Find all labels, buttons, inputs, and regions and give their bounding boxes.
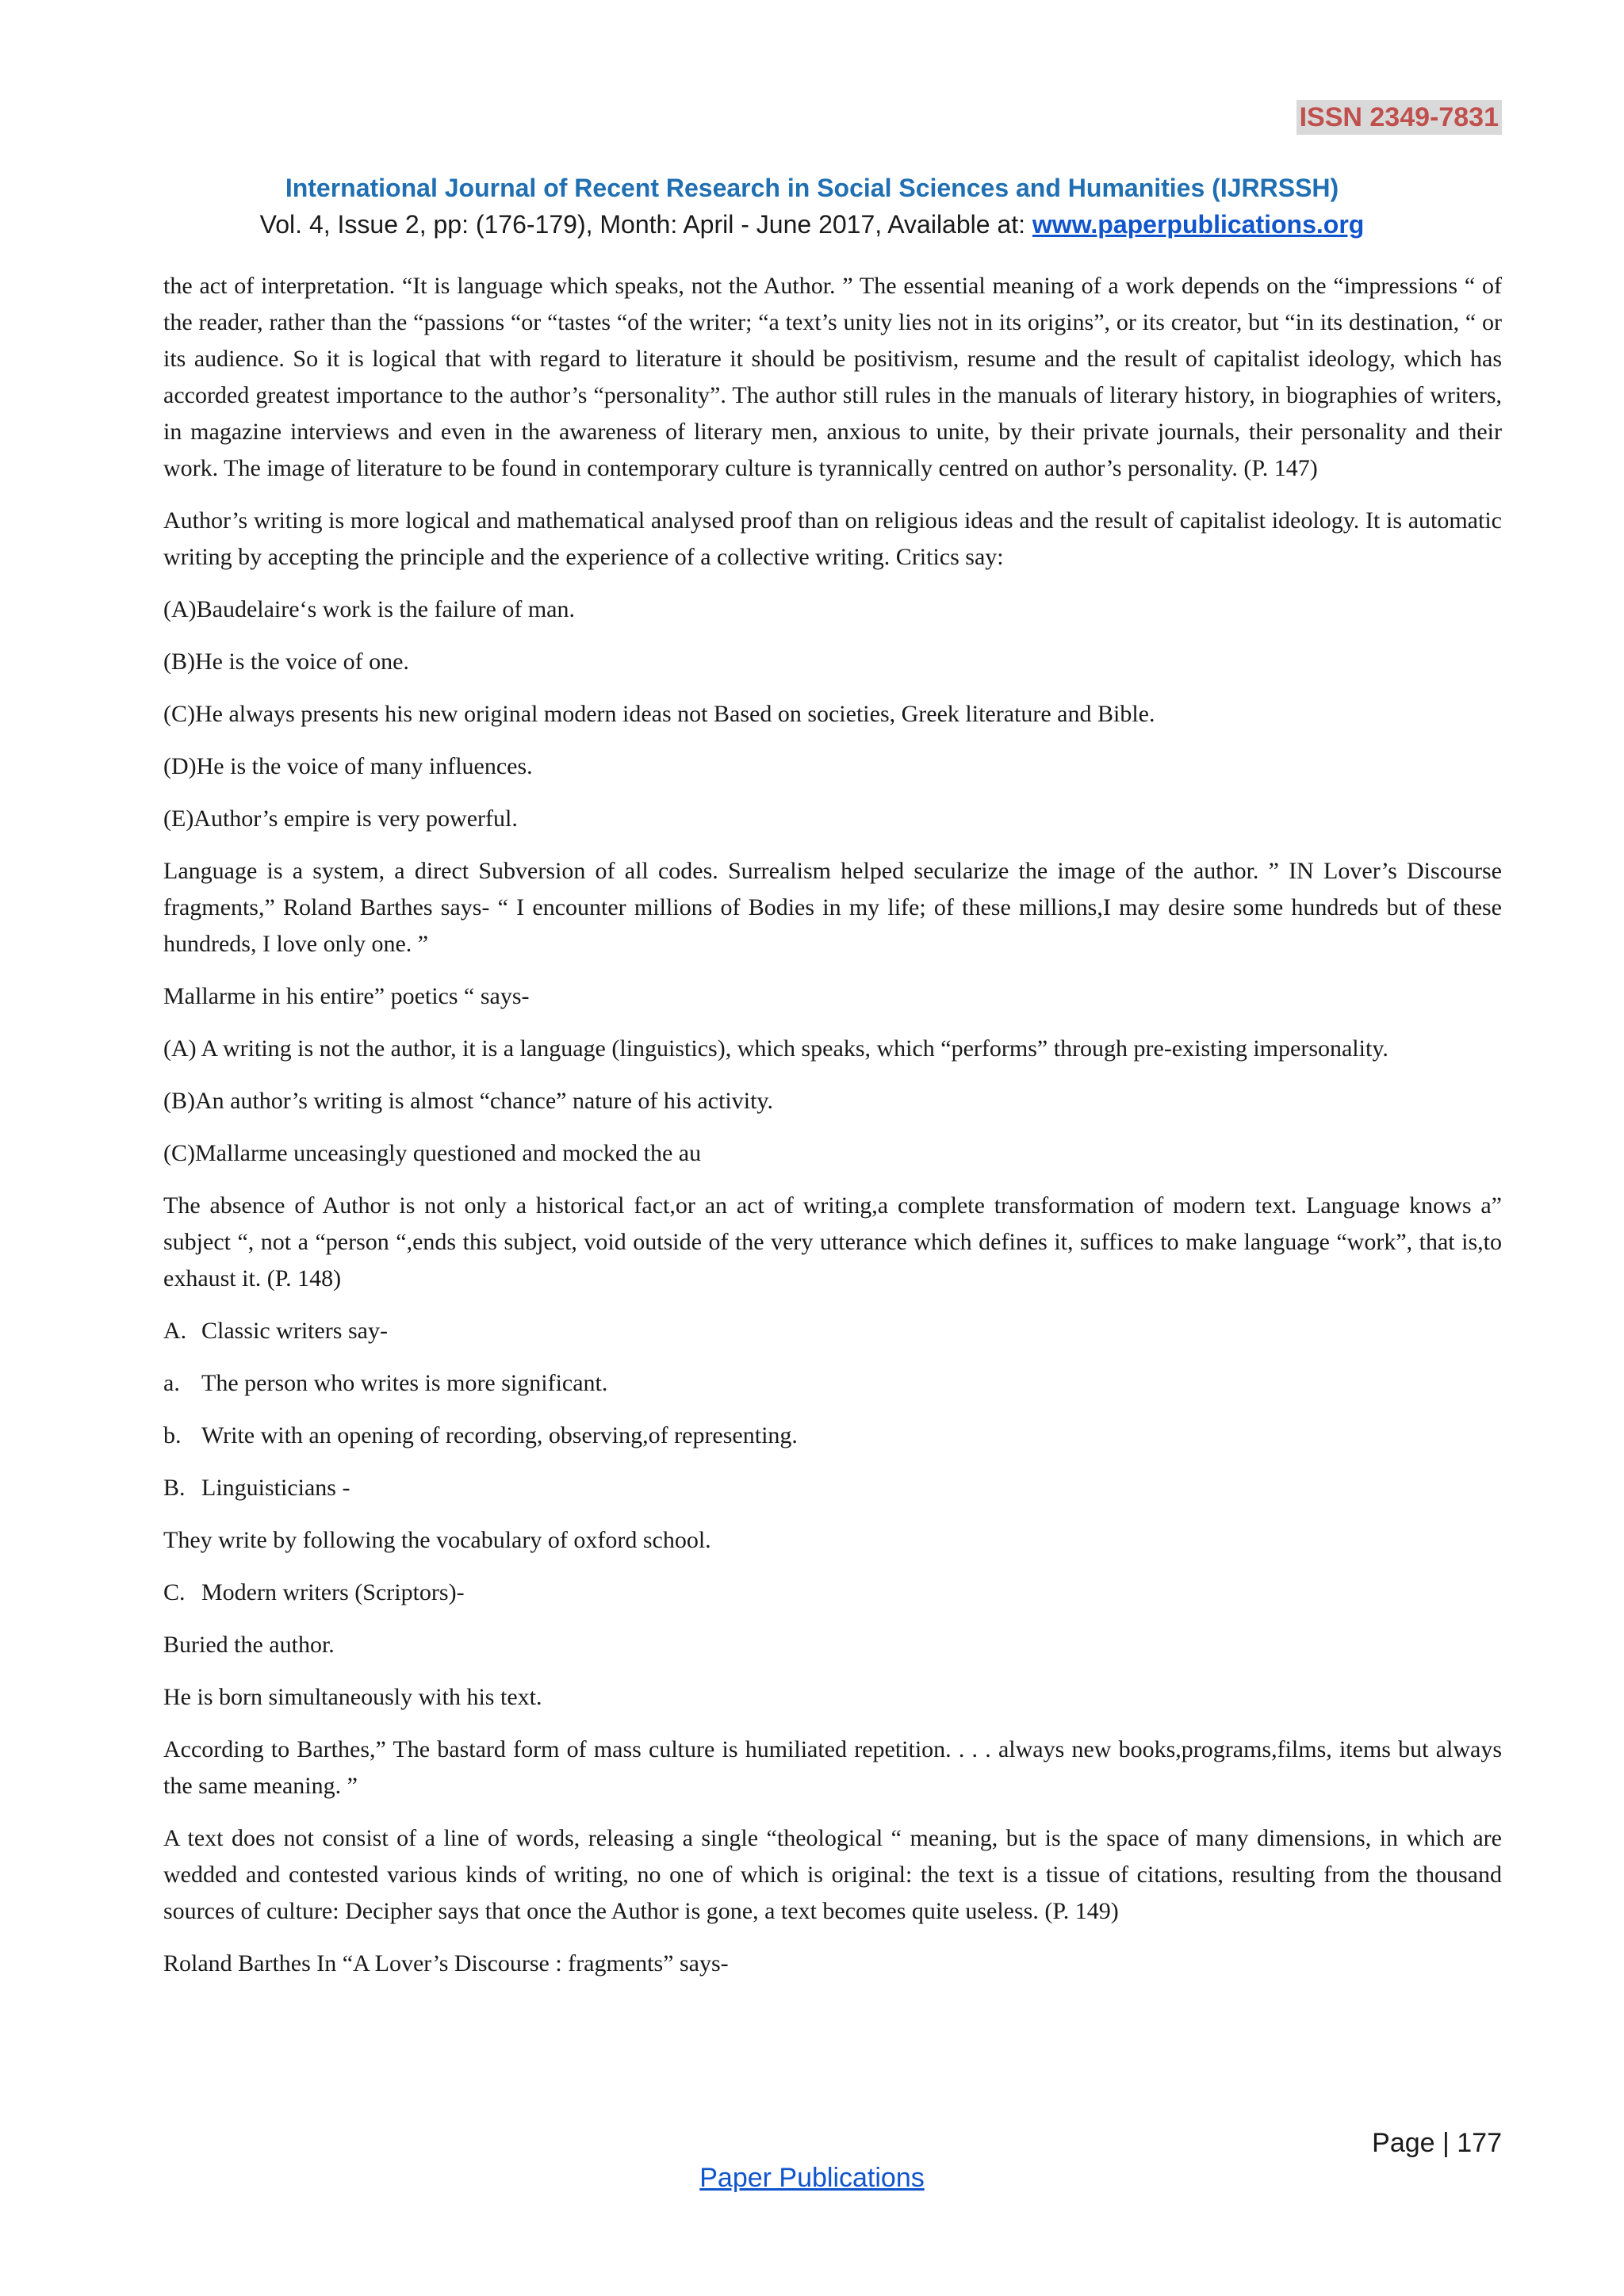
list-label: Classic writers say- bbox=[201, 1318, 388, 1344]
paragraph-barthes-mass-culture: According to Barthes,” The bastard form of mass culture is humiliated repetition. . . . always new books,programs,films, items but always the same meaning. ” bbox=[163, 1736, 1502, 1799]
journal-title: International Journal of Recent Research in Social Sciences and Humanities (IJRRSSH) bbox=[285, 174, 1339, 202]
classic-writers-heading bbox=[163, 1313, 1502, 1349]
journal-info-text: Vol. 4, Issue 2, pp: (176-179), Month: April - June 2017, Available at: bbox=[259, 210, 1032, 239]
journal-header bbox=[0, 170, 1624, 243]
mallarme-item-b: (B)An author’s writing is almost “chance” nature of his activity. bbox=[163, 1088, 773, 1114]
list-marker: C. bbox=[163, 1579, 186, 1605]
modern-line-2: He is born simultaneously with his text. bbox=[163, 1684, 542, 1710]
page-number: Page | 177 bbox=[1372, 2128, 1502, 2158]
paragraph-lovers-discourse: Roland Barthes In “A Lover’s Discourse : fragments” says- bbox=[163, 1950, 729, 1976]
paragraph-language-system: Language is a system, a direct Subversion of all codes. Surrealism helped secularize the image of the author. ” IN Lover’s Discourse fragments,” Roland Barthes says- “ I encounter millions of Bodies in my life; of these millions,I may desire some hundreds but of these hundreds, I love only one. ” bbox=[163, 858, 1502, 957]
critic-item-b: (B)He is the voice of one. bbox=[163, 649, 409, 675]
classic-item-b bbox=[163, 1418, 1502, 1454]
list-marker: A. bbox=[163, 1318, 187, 1344]
critic-item-a: (A)Baudelaire‘s work is the failure of man. bbox=[163, 596, 575, 622]
classic-item-a bbox=[163, 1365, 1502, 1402]
paragraph-author-writing: Author’s writing is more logical and mathematical analysed proof than on religious ideas and the result of capitalist ideology. It is automatic writing by accepting the principle and the experience of a collective writing. Critics say: bbox=[163, 507, 1502, 570]
critic-item-d: (D)He is the voice of many influences. bbox=[163, 753, 533, 779]
issn-badge: ISSN 2349-7831 bbox=[1297, 100, 1502, 135]
critic-item-c: (C)He always presents his new original modern ideas not Based on societies, Greek literature and Bible. bbox=[163, 701, 1155, 727]
linguisticians-heading bbox=[163, 1470, 1502, 1506]
page-footer bbox=[0, 2163, 1624, 2194]
linguisticians-text: They write by following the vocabulary of oxford school. bbox=[163, 1527, 711, 1553]
mallarme-item-a: (A) A writing is not the author, it is a language (linguistics), which speaks, which “performs” through pre-existing impersonality. bbox=[163, 1035, 1388, 1062]
paragraph-absence-of-author: The absence of Author is not only a historical fact,or an act of writing,a complete transformation of modern text. Language knows a” subject “, not a “person “,ends this subject, void outside of the very utterance which defines it, suffices to make language “work”, that is,to exhaust it. (P. 148) bbox=[163, 1192, 1502, 1292]
paragraph-mallarme-intro: Mallarme in his entire” poetics “ says- bbox=[163, 983, 530, 1009]
paragraph-text-dimensions: A text does not consist of a line of words, releasing a single “theological “ meaning, but is the space of many dimensions, in which are wedded and contested various kinds of writing, no one of which is original: the text is a tissue of citations, resulting from the thousand sources of culture: Decipher says that once the Author is gone, a text becomes quite useless. (P. 149) bbox=[163, 1825, 1502, 1924]
list-marker: B. bbox=[163, 1475, 186, 1501]
mallarme-item-c: (C)Mallarme unceasingly questioned and mocked the au bbox=[163, 1140, 702, 1166]
list-text: The person who writes is more significant. bbox=[201, 1370, 608, 1396]
modern-line-1: Buried the author. bbox=[163, 1632, 335, 1658]
publisher-link[interactable]: Paper Publications bbox=[699, 2163, 925, 2193]
list-label: Linguisticians - bbox=[201, 1475, 350, 1501]
article-body bbox=[163, 268, 1502, 1998]
paragraph-interpretation: the act of interpretation. “It is language which speaks, not the Author. ” The essential meaning of a work depends on the “impressions “ of the reader, rather than the “passions “or “tastes “of the writer; “a text’s unity lies not in its origins”, or its creator, but “in its destination, “ or its audience. So it is logical that with regard to literature it should be positivism, resume and the result of capitalist ideology, which has accorded greatest importance to the author’s “personality”. The author still rules in the manuals of literary history, in biographies of writers, in magazine interviews and even in the awareness of literary men, anxious to unite, by their private journals, their personality and their work. The image of literature to be found in contemporary culture is tyrannically centred on author’s personality. (P. 147) bbox=[163, 273, 1502, 481]
list-text: Write with an opening of recording, observing,of representing. bbox=[201, 1422, 798, 1448]
modern-writers-heading bbox=[163, 1575, 1502, 1611]
critic-item-e: (E)Author’s empire is very powerful. bbox=[163, 806, 518, 832]
list-marker: a. bbox=[163, 1370, 180, 1396]
list-label: Modern writers (Scriptors)- bbox=[201, 1579, 465, 1605]
journal-info bbox=[0, 206, 1624, 243]
list-marker: b. bbox=[163, 1422, 182, 1448]
journal-website-link[interactable]: www.paperpublications.org bbox=[1032, 210, 1365, 239]
